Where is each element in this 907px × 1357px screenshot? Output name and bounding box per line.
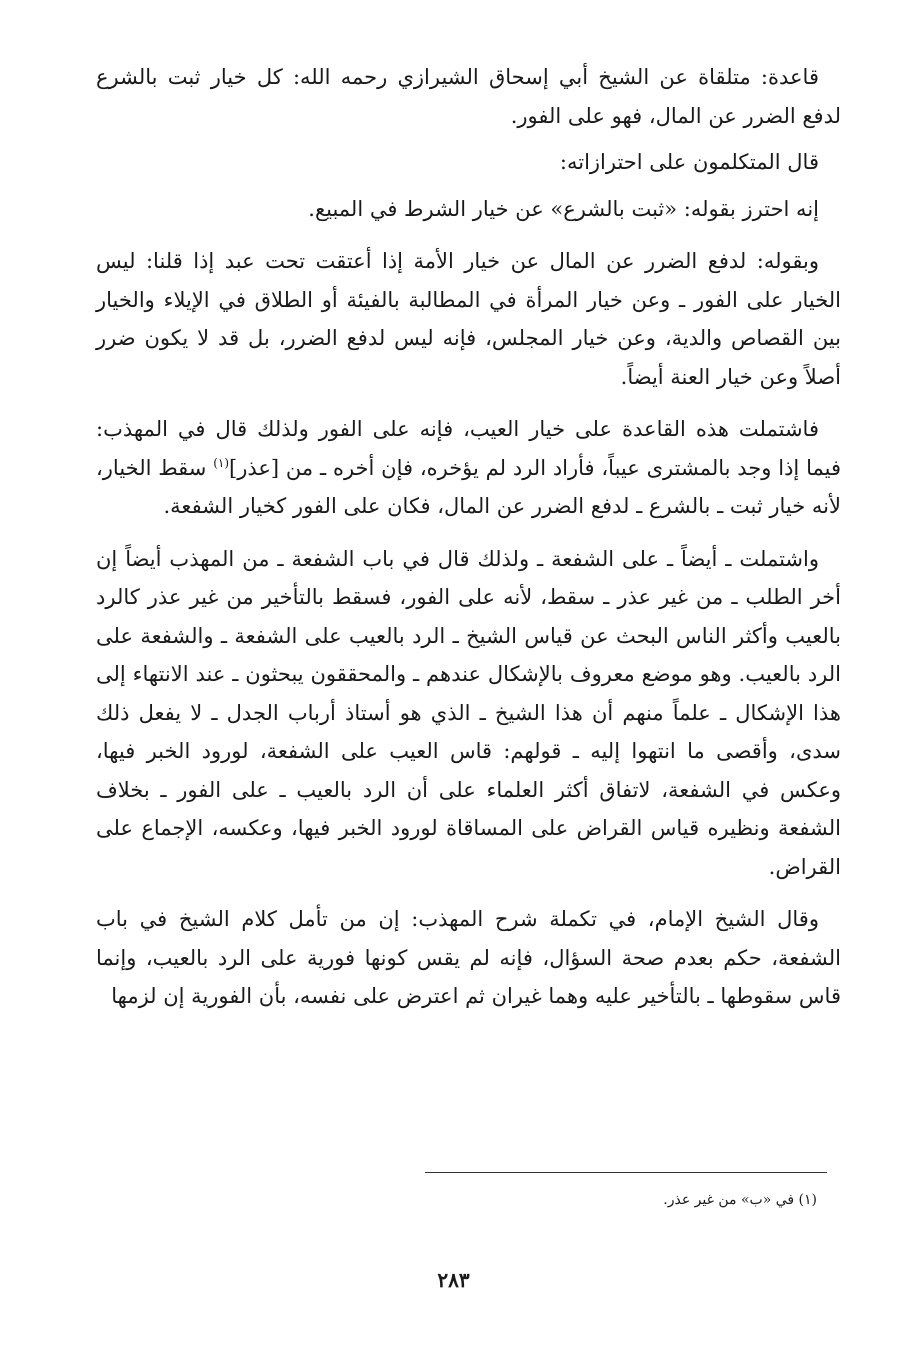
paragraph-imam: وقال الشيخ الإمام، في تكملة شرح المهذب: إن من تأمل كلام الشيخ في باب الشفعة، حكم بعدم صحة السؤال، فإنه لم يقس كونها فورية على الرد بالعيب، وإنما قاس سقوطها ـ بالتأخير عليه وهما غيران ثم اعترض على نفسه، بأن الفورية إن لزمها: [96, 907, 841, 1008]
footnote-divider: [425, 1172, 827, 1173]
paragraph-preemption: واشتملت ـ أيضاً ـ على الشفعة ـ ولذلك قال في باب الشفعة ـ من المهذب أيضاً إن أخر الطلب ـ من غير عذر ـ سقط، لأنه على الفور، فسقط بالتأخير من غير عذر كالرد بالعيب وأكثر الناس البحث عن قياس الشيخ ـ الرد بالعيب على الشفعة ـ والشفعة على الرد بالعيب. وهو موضع معروف بالإشكال عندهم ـ والمحققون يبحثون ـ عند الانتهاء إلى هذا الإشكال ـ علماً منهم أن هذا الشيخ ـ الذي هو أستاذ أرباب الجدل ـ لا يفعل ذلك سدى، وأقصى ما انتهوا إليه ـ قولهم: قاس العيب على الشفعة، لورود الخبر فيها، وعكس في الشفعة، لاتفاق أكثر العلماء على أن الرد بالعيب ـ على الفور ـ بخلاف الشفعة ونظيره قياس القراض على المساقاة لورود الخبر فيها، وعكسه، الإجماع على القراض.: [96, 546, 841, 879]
paragraph-defect-option-head: فاشتملت هذه القاعدة على خيار العيب، فإنه على الفور ولذلك قال في المهذب: فيما إذا وجد بالمشترى عيباً، فأراد الرد لم يؤخره، فإن أخره ـ من [عذر]: [96, 417, 841, 480]
paragraph-exclusion-1: إنه احترز بقوله: «ثبت بالشرع» عن خيار الشرط في المبيع.: [308, 196, 819, 221]
paragraph-rule: قاعدة: متلقاة عن الشيخ أبي إسحاق الشيرازي رحمه الله: كل خيار ثبت بالشرع لدفع الضرر عن المال، فهو على الفور.: [96, 65, 841, 128]
footnote: (١) في «ب» من غير عذر.: [663, 1192, 817, 1208]
paragraph-defect-option-tail: سقط الخيار، لأنه خيار ثبت ـ بالشرع ـ لدفع الضرر عن المال، فكان على الفور كخيار الشفعة.: [96, 455, 841, 518]
footnote-marker: (١): [213, 455, 230, 470]
page-number: ٢٨٣: [437, 1268, 470, 1292]
paragraph-commentators: قال المتكلمون على احترازاته:: [559, 150, 819, 174]
paragraph-defect-option: [96, 410, 841, 526]
body-text: [96, 58, 841, 1030]
paragraph-exclusion-2: وبقوله: لدفع الضرر عن المال عن خيار الأمة إذا أعتقت تحت عبد إذا قلنا: ليس الخيار على الفور ـ وعن خيار المرأة في المطالبة بالفيئة أو الطلاق في الإيلاء والخيار بين القصاص والدية، وعن خيار المجلس، فإنه ليس لدفع الضرر، بل قد لا يكون ضرر أصلاً وعن خيار العنة أيضاً.: [96, 249, 841, 389]
